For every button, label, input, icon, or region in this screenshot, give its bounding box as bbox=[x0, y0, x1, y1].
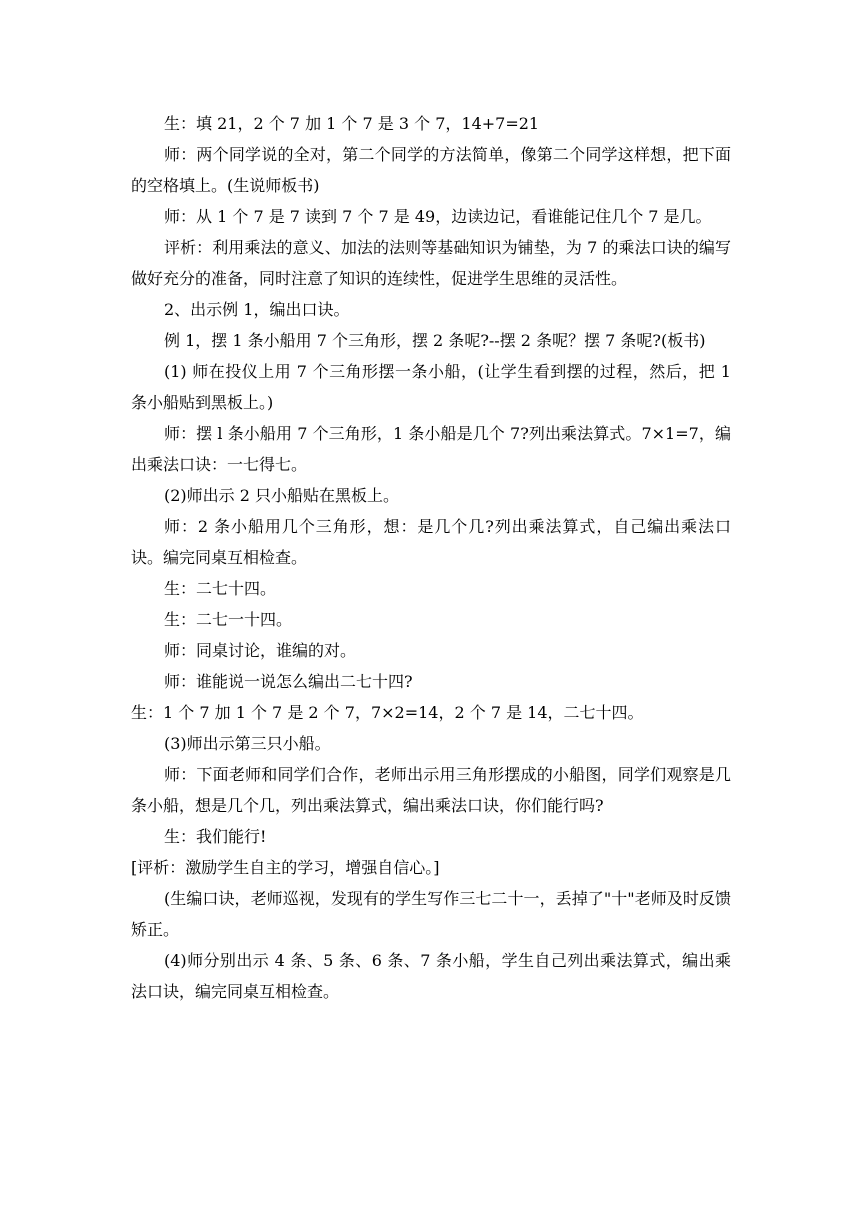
paragraph: 师：下面老师和同学们合作，老师出示用三角形摆成的小船图，同学们观察是几条小船，想是几个几，列出乘法算式，编出乘法口诀，你们能行吗? bbox=[131, 765, 731, 815]
paragraph: (2)师出示 2 只小船贴在黑板上。 bbox=[164, 486, 400, 505]
paragraph: 师：2 条小船用几个三角形，想：是几个几?列出乘法算式，自己编出乘法口诀。编完同桌互相检查。 bbox=[131, 517, 731, 567]
paragraph: (1) 师在投仪上用 7 个三角形摆一条小船，(让学生看到摆的过程，然后，把 1 条小船贴到黑板上。) bbox=[131, 362, 731, 412]
paragraph: 生：我们能行! bbox=[164, 827, 267, 846]
paragraph: 2、出示例 1，编出口诀。 bbox=[164, 300, 350, 319]
paragraph: 例 1，摆 1 条小船用 7 个三角形，摆 2 条呢?--摆 2 条呢？摆 7 条呢?(板书) bbox=[164, 331, 706, 350]
paragraph: 评析：利用乘法的意义、加法的法则等基础知识为铺垫，为 7 的乘法口诀的编写做好充分的准备，同时注意了知识的连续性，促进学生思维的灵活性。 bbox=[131, 238, 731, 288]
paragraph: 生：填 21，2 个 7 加 1 个 7 是 3 个 7，14+7=21 bbox=[164, 114, 540, 133]
paragraph: (4)师分别出示 4 条、5 条、6 条、7 条小船，学生自己列出乘法算式，编出乘法口诀，编完同桌互相检查。 bbox=[131, 951, 731, 1001]
paragraph: 师：谁能说一说怎么编出二七十四? bbox=[164, 672, 413, 691]
paragraph: 师：摆 l 条小船用 7 个三角形，1 条小船是几个 7?列出乘法算式。7×1=7，编出乘法口诀：一七得七。 bbox=[131, 424, 731, 474]
paragraph: [评析：激励学生自主的学习，增强自信心。] bbox=[131, 858, 440, 877]
paragraph: 生：二七一十四。 bbox=[164, 610, 293, 629]
paragraph: 生：1 个 7 加 1 个 7 是 2 个 7，7×2=14，2 个 7 是 14，二七十四。 bbox=[131, 703, 644, 722]
paragraph: 师：同桌讨论，谁编的对。 bbox=[164, 641, 357, 660]
paragraph: 师：两个同学说的全对，第二个同学的方法简单，像第二个同学这样想，把下面的空格填上。(生说师板书) bbox=[131, 145, 731, 195]
paragraph: (生编口诀，老师巡视，发现有的学生写作三七二十一，丢掉了"十"老师及时反馈矫正。 bbox=[131, 889, 731, 939]
paragraph: 生：二七十四。 bbox=[164, 579, 277, 598]
paragraph: 师：从 1 个 7 是 7 读到 7 个 7 是 49，边读边记，看谁能记住几个 7 是几。 bbox=[164, 207, 712, 226]
paragraph: (3)师出示第三只小船。 bbox=[164, 734, 331, 753]
document-body bbox=[131, 108, 731, 1007]
